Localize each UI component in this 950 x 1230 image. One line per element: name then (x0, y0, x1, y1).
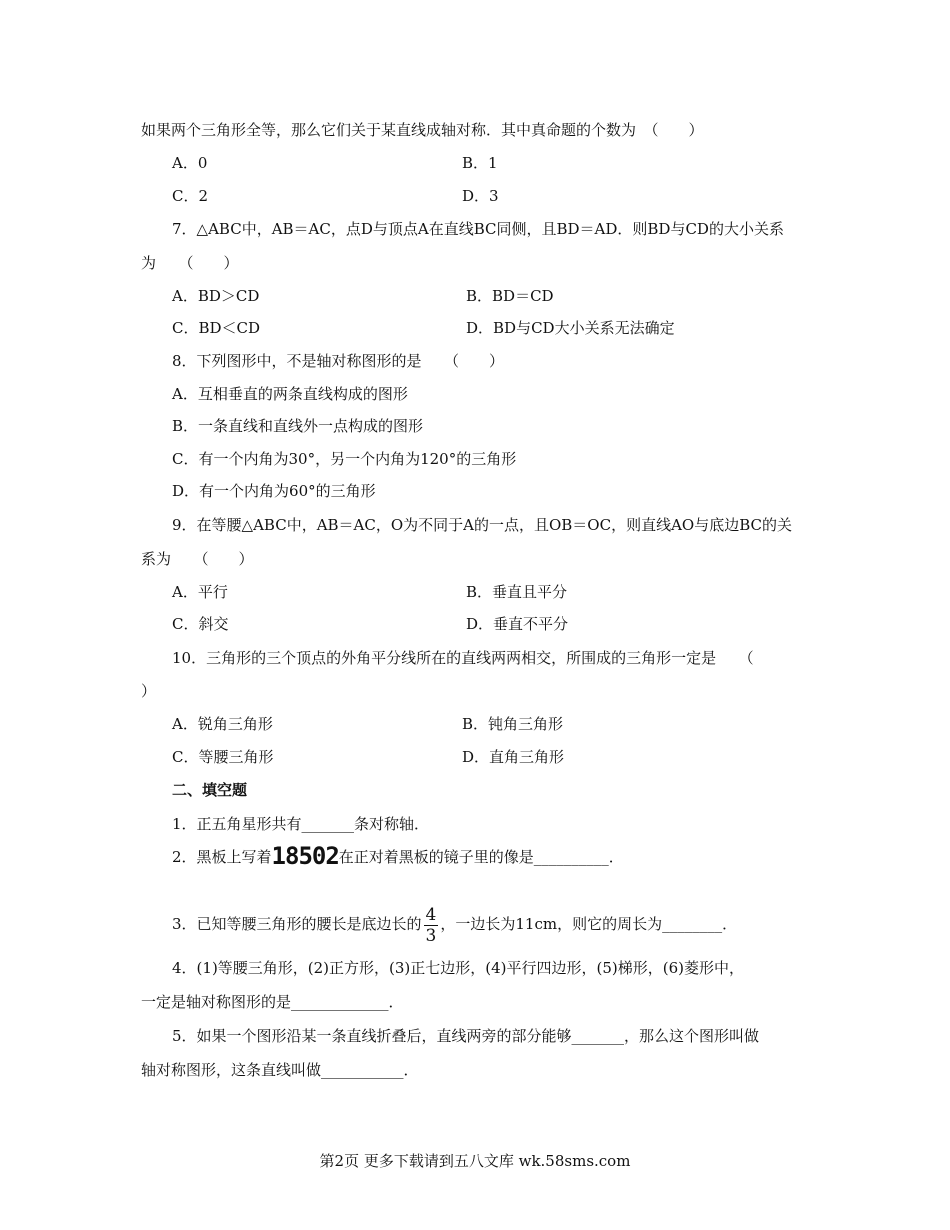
fill-question-3-suffix: ，一边长为11cm，则它的周长为________． (440, 915, 738, 933)
option-c: C．BD＜CD (172, 319, 261, 337)
option-d: D．垂直不平分 (466, 615, 569, 633)
fill-question-2 (172, 842, 624, 870)
fill-question-3-prefix: 3．已知等腰三角形的腰长是底边长的 (172, 915, 422, 933)
fill-question-2-suffix: 在正对着黑板的镜子里的像是__________． (338, 848, 624, 866)
option-d: D．直角三角形 (462, 748, 565, 766)
digital-number-image: 18502 (271, 842, 339, 870)
option-a: A．BD＞CD (172, 287, 260, 305)
option-b: B．钝角三角形 (462, 715, 564, 733)
question-text: 如果两个三角形全等，那么它们关于某直线成轴对称．其中真命题的个数为 （ ） (141, 121, 704, 139)
fraction (424, 905, 439, 946)
question-7-line-2: 为 （ ） (141, 254, 239, 272)
option-c: C．等腰三角形 (172, 748, 274, 766)
option-b: B．一条直线和直线外一点构成的图形 (172, 417, 424, 435)
option-d: D．有一个内角为60°的三角形 (172, 482, 376, 500)
fill-question-3 (172, 902, 737, 946)
fill-question-5-line-2: 轴对称图形，这条直线叫做___________． (141, 1061, 419, 1079)
fill-question-2-prefix: 2．黑板上写着 (172, 848, 272, 866)
question-10-line-2: ） (141, 682, 157, 700)
question-9-line-1: 9．在等腰△ABC中，AB＝AC，O为不同于A的一点，且OB＝OC，则直线AO与底边BC的关 (172, 516, 792, 534)
option-d: D．3 (462, 187, 499, 205)
question-10-line-1: 10．三角形的三个顶点的外角平分线所在的直线两两相交，所围成的三角形一定是 （ (172, 649, 754, 667)
question-7-line-1: 7．△ABC中，AB＝AC，点D与顶点A在直线BC同侧，且BD＝AD．则BD与CD的大小关系 (172, 220, 784, 238)
fill-question-4-line-2: 一定是轴对称图形的是_____________． (141, 993, 404, 1011)
option-c: C．有一个内角为30°，另一个内角为120°的三角形 (172, 450, 517, 468)
option-a: A．平行 (172, 583, 228, 601)
fill-question-5-line-1: 5．如果一个图形沿某一条直线折叠后，直线两旁的部分能够_______，那么这个图形叫做 (172, 1027, 760, 1045)
fill-question-1: 1．正五角星形共有_______条对称轴． (172, 815, 430, 833)
option-a: A．0 (172, 154, 208, 172)
option-a: A．锐角三角形 (172, 715, 273, 733)
option-b: B．BD＝CD (466, 287, 554, 305)
question-8-line-1: 8．下列图形中，不是轴对称图形的是 （ ） (172, 352, 505, 370)
fraction-denominator: 3 (425, 925, 437, 946)
option-a: A．互相垂直的两条直线构成的图形 (172, 385, 408, 403)
option-c: C．2 (172, 187, 209, 205)
fraction-numerator: 4 (425, 904, 437, 925)
option-b: B．垂直且平分 (466, 583, 568, 601)
option-c: C．斜交 (172, 615, 229, 633)
fill-question-4-line-1: 4．(1)等腰三角形，(2)正方形，(3)正七边形，(4)平行四边形，(5)梯形，(6)菱形中， (172, 959, 745, 977)
question-9-line-2: 系为 （ ） (141, 550, 254, 568)
option-b: B．1 (462, 154, 498, 172)
page-footer: 第2页 更多下载请到五八文库 wk.58sms.com (319, 1152, 631, 1170)
section-title: 二、填空题 (172, 781, 248, 799)
option-d: D．BD与CD大小关系无法确定 (466, 319, 675, 337)
